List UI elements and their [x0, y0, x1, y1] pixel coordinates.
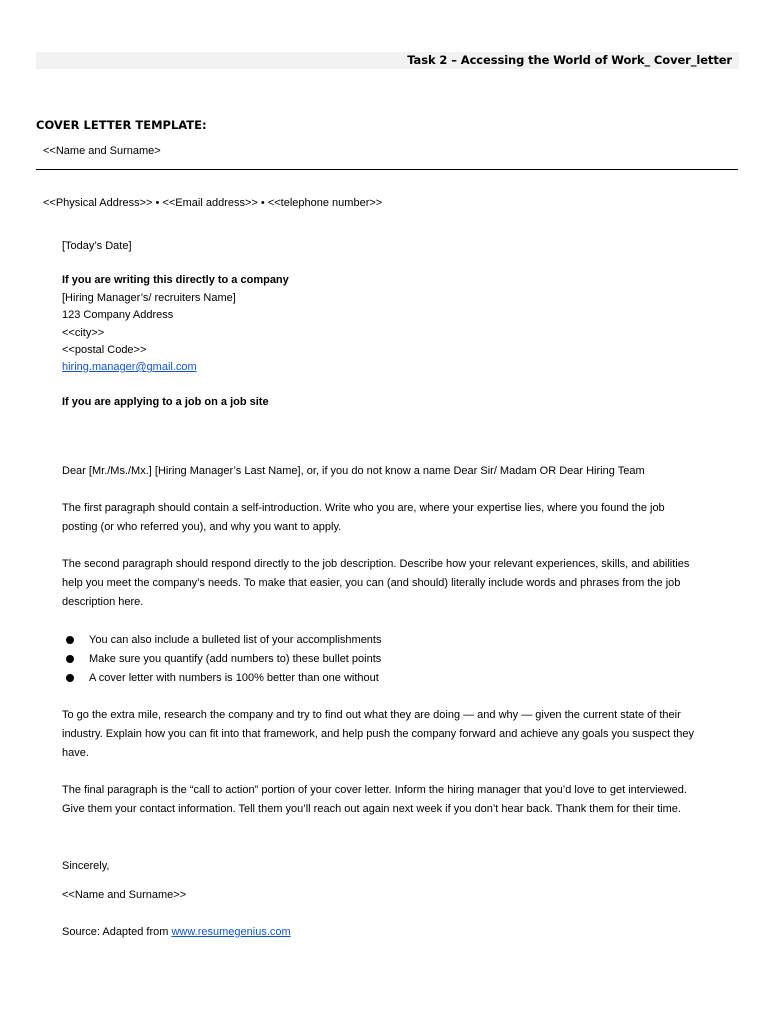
company-address: 123 Company Address — [62, 309, 174, 321]
resumegenius-link[interactable]: www.resumegenius.com — [171, 926, 291, 938]
bullet-item — [66, 652, 381, 666]
source-line — [62, 925, 291, 939]
hiring-manager-email-link[interactable]: hiring.manager@gmail.com — [62, 361, 197, 373]
document-header-title: Task 2 – Accessing the World of Work_ Cover_letter — [407, 53, 732, 67]
bullet-icon — [66, 636, 74, 644]
job-site-heading: If you are applying to a job on a job site — [62, 396, 269, 408]
bullet-text: Make sure you quantify (add numbers to) these bullet points — [89, 653, 382, 665]
company-city: <<city>> — [62, 327, 105, 339]
bullet-text: You can also include a bulleted list of your accomplishments — [89, 634, 382, 646]
telephone-number: <<telephone number>> — [267, 197, 383, 209]
contact-line — [43, 196, 382, 210]
physical-address: <<Physical Address>> — [43, 197, 153, 209]
divider-line — [36, 169, 738, 170]
paragraph-call-to-action: The final paragraph is the “call to action” portion of your cover letter. Inform the hiring manager that you’d love to get interviewed. Give them your contact information. Tell them you’ll reach out again next week if you don’t hear back. Thank them for their time. — [62, 784, 687, 815]
signature-placeholder: <<Name and Surname>> — [62, 889, 187, 901]
bullet-text: A cover letter with numbers is 100% better than one without — [89, 672, 379, 684]
separator-dot: • — [260, 197, 265, 209]
bullet-icon — [66, 674, 74, 682]
email-address: <<Email address>> — [162, 197, 258, 209]
separator-dot: • — [155, 197, 160, 209]
name-surname-placeholder: <<Name and Surname> — [43, 145, 161, 157]
paragraph-research: To go the extra mile, research the company and try to find out what they are doing — and why — given the current state of their industry. Explain how you can fit into that framework, and help push the company forward and achieve any goals you suspect they have. — [62, 709, 695, 759]
template-title: COVER LETTER TEMPLATE: — [36, 118, 207, 132]
bullet-item — [66, 633, 381, 647]
signoff: Sincerely, — [62, 860, 110, 872]
paragraph-intro: The first paragraph should contain a self-introduction. Write who you are, where your expertise lies, where you found the job posting (or who referred you), and why you want to apply. — [62, 502, 665, 533]
salutation: Dear [Mr./Ms./Mx.] [Hiring Manager’s Last Name], or, if you do not know a name Dear Sir/ Madam OR Dear Hiring Team — [62, 465, 645, 477]
bullet-icon — [66, 655, 74, 663]
company-postal-code: <<postal Code>> — [62, 344, 147, 356]
hiring-manager-name: [Hiring Manager’s/ recruiters Name] — [62, 292, 236, 304]
bullet-item — [66, 671, 379, 685]
source-prefix: Source: Adapted from — [62, 926, 172, 938]
company-heading: If you are writing this directly to a company — [62, 274, 289, 286]
paragraph-job-description: The second paragraph should respond directly to the job description. Describe how your relevant experiences, skills, and abilities help you meet the company’s needs. To make that easier, you can (and should) literally include words and phrases from the job description here. — [62, 558, 690, 608]
todays-date: [Today’s Date] — [62, 240, 132, 252]
